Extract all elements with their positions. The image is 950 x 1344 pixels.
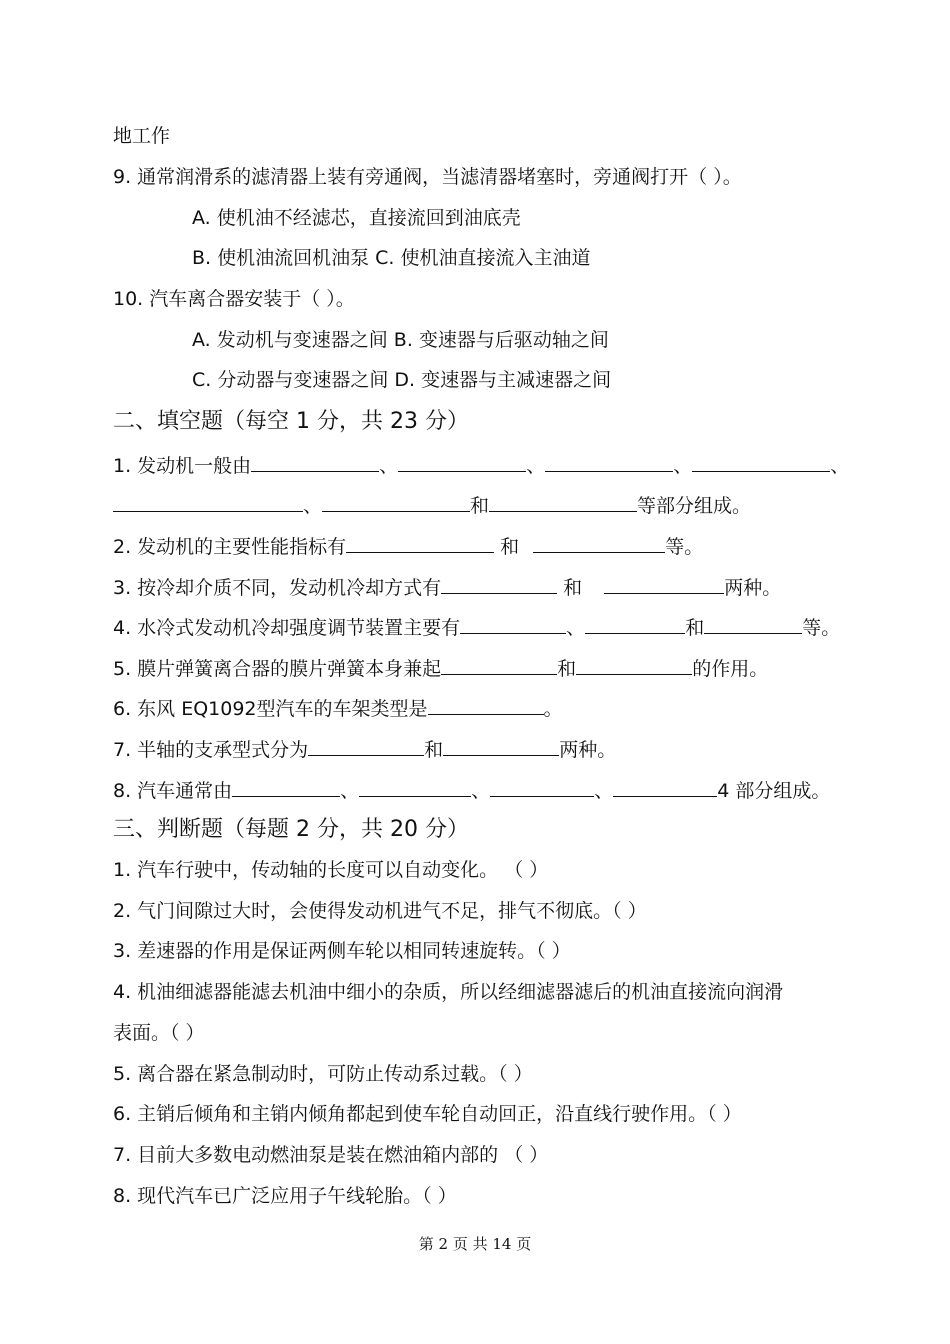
answer-blank[interactable]: [398, 452, 526, 472]
answer-blank[interactable]: [576, 655, 692, 675]
fill-question-4-end: 等。: [802, 617, 841, 639]
fill-question-3-text: 3. 按冷却介质不同，发动机冷却方式有: [113, 577, 442, 599]
fill-question-6-text: 6. 东风 EQ1092型汽车的车架类型是: [113, 698, 428, 720]
conjunction: 和: [424, 739, 444, 761]
answer-blank[interactable]: [428, 695, 544, 715]
answer-blank[interactable]: [545, 452, 673, 472]
answer-blank[interactable]: [441, 574, 557, 594]
separator: 、: [340, 780, 360, 802]
conjunction: 和: [563, 577, 583, 599]
fill-question-4: [113, 614, 840, 640]
conjunction: 和: [557, 658, 577, 680]
separator: 、: [594, 780, 614, 802]
fill-question-1-line-1: [113, 452, 849, 478]
judge-question-3: 3. 差速器的作用是保证两侧车轮以相同转速旋转。（ ）: [113, 940, 571, 962]
answer-blank[interactable]: [585, 614, 685, 634]
answer-blank[interactable]: [604, 574, 724, 594]
answer-blank[interactable]: [692, 452, 830, 472]
separator: 、: [379, 455, 399, 477]
answer-blank[interactable]: [460, 614, 566, 634]
fill-question-1-text: 1. 发动机一般由: [113, 455, 252, 477]
fill-question-5-text: 5. 膜片弹簧离合器的膜片弹簧本身兼起: [113, 658, 442, 680]
judge-question-1: 1. 汽车行驶中，传动轴的长度可以自动变化。 （ ）: [113, 859, 549, 881]
fill-question-2-end: 等。: [665, 536, 704, 558]
conjunction: 和: [470, 495, 490, 517]
answer-blank[interactable]: [232, 777, 340, 797]
answer-blank[interactable]: [489, 492, 637, 512]
judge-question-2: 2. 气门间隙过大时，会使得发动机进气不足，排气不彻底。（ ）: [113, 900, 647, 922]
fill-question-2: [113, 533, 703, 559]
question-9-option-a: A. 使机油不经滤芯，直接流回到油底壳: [192, 207, 521, 229]
section-heading-true-false: 三、判断题（每题 2 分，共 20 分）: [113, 817, 469, 842]
answer-blank[interactable]: [251, 452, 379, 472]
question-9-options-bc: B. 使机油流回机油泵 C. 使机油直接流入主油道: [192, 247, 591, 269]
page-footer: 第 2 页 共 14 页: [418, 1235, 532, 1253]
judge-question-6: 6. 主销后倾角和主销内倾角都起到使车轮自动回正，沿直线行驶作用。（ ）: [113, 1103, 742, 1125]
judge-question-5: 5. 离合器在紧急制动时，可防止传动系过载。（ ）: [113, 1063, 533, 1085]
fill-question-5-end: 的作用。: [692, 658, 769, 680]
fill-question-5: [113, 655, 768, 681]
fill-question-2-text: 2. 发动机的主要性能指标有: [113, 536, 347, 558]
answer-blank[interactable]: [533, 533, 665, 553]
fill-question-7: [113, 736, 616, 762]
judge-question-8: 8. 现代汽车已广泛应用子午线轮胎。（ ）: [113, 1185, 457, 1207]
separator: 、: [471, 780, 491, 802]
separator: 、: [526, 455, 546, 477]
answer-blank[interactable]: [346, 533, 494, 553]
carry-over-text: 地工作: [113, 125, 171, 147]
fill-question-8-text: 8. 汽车通常由: [113, 780, 233, 802]
judge-question-4-line-2: 表面。（ ）: [113, 1022, 205, 1044]
answer-blank[interactable]: [441, 655, 557, 675]
conjunction: 和: [685, 617, 705, 639]
question-10-stem: 10. 汽车离合器安装于（ ）。: [113, 288, 355, 310]
answer-blank[interactable]: [359, 777, 471, 797]
fill-question-7-end: 两种。: [559, 739, 617, 761]
question-9-stem: 9. 通常润滑系的滤清器上装有旁通阀，当滤清器堵塞时，旁通阀打开（ ）。: [113, 166, 742, 188]
fill-question-6-end: 。: [543, 698, 563, 720]
fill-question-8: [113, 777, 830, 803]
fill-question-8-end: 4 部分组成。: [717, 780, 831, 802]
fill-question-1-line-2: [113, 492, 751, 518]
answer-blank[interactable]: [308, 736, 424, 756]
separator: 、: [673, 455, 693, 477]
separator: 、: [566, 617, 586, 639]
section-heading-fill-in: 二、填空题（每空 1 分，共 23 分）: [113, 409, 469, 434]
question-10-options-cd: C. 分动器与变速器之间 D. 变速器与主减速器之间: [192, 369, 612, 391]
answer-blank[interactable]: [704, 614, 802, 634]
fill-question-7-text: 7. 半轴的支承型式分为: [113, 739, 309, 761]
fill-question-1-end: 等部分组成。: [637, 495, 752, 517]
fill-question-4-text: 4. 水冷式发动机冷却强度调节装置主要有: [113, 617, 461, 639]
answer-blank[interactable]: [490, 777, 594, 797]
separator: 、: [830, 455, 850, 477]
separator: 、: [303, 495, 323, 517]
fill-question-3: [113, 574, 781, 600]
judge-question-4-line-1: 4. 机油细滤器能滤去机油中细小的杂质，所以经细滤器滤后的机油直接流向润滑: [113, 981, 784, 1003]
conjunction: 和: [500, 536, 520, 558]
answer-blank[interactable]: [322, 492, 470, 512]
fill-question-3-end: 两种。: [724, 577, 782, 599]
judge-question-7: 7. 目前大多数电动燃油泵是装在燃油箱内部的 （ ）: [113, 1144, 549, 1166]
answer-blank[interactable]: [613, 777, 717, 797]
answer-blank[interactable]: [113, 492, 303, 512]
fill-question-6: [113, 695, 563, 721]
answer-blank[interactable]: [443, 736, 559, 756]
question-10-options-ab: A. 发动机与变速器之间 B. 变速器与后驱动轴之间: [192, 329, 609, 351]
